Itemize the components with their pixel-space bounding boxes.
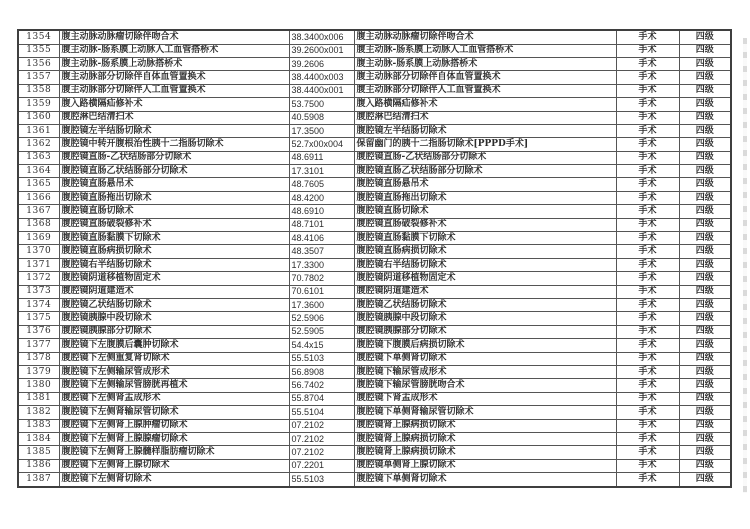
level-cell: 四级	[679, 98, 731, 111]
procedure-code-cell: 52.5906	[289, 312, 354, 325]
procedure-alt-name-cell: 腹腔镜阴道移植物固定术	[354, 272, 616, 285]
category-cell: 手术	[616, 71, 679, 84]
procedure-alt-name-cell: 保留幽门的胰十二指肠切除术[PPPD手术]	[354, 138, 616, 151]
procedure-code-cell: 54.4x15	[289, 339, 354, 352]
row-number-cell: 1381	[18, 392, 59, 405]
level-cell: 四级	[679, 312, 731, 325]
category-cell: 手术	[616, 446, 679, 459]
procedure-alt-name-cell: 腹腔镜下单侧肾切除术	[354, 352, 616, 365]
table-row	[18, 392, 731, 405]
category-cell: 手术	[616, 218, 679, 231]
level-cell: 四级	[679, 285, 731, 298]
row-number-cell: 1358	[18, 84, 59, 97]
procedure-alt-name-cell: 腹腔镜直肠-乙状结肠部分切除术	[354, 151, 616, 164]
level-cell: 四级	[679, 365, 731, 378]
procedure-alt-name-cell: 腹腔镜左半结肠切除术	[354, 124, 616, 137]
procedure-alt-name-cell: 腹腔镜胰腺中段切除术	[354, 312, 616, 325]
level-cell: 四级	[679, 71, 731, 84]
procedure-name-cell: 腹腔镜直肠悬吊术	[59, 178, 289, 191]
procedure-code-cell: 48.7101	[289, 218, 354, 231]
level-cell: 四级	[679, 84, 731, 97]
level-cell: 四级	[679, 352, 731, 365]
table-row	[18, 151, 731, 164]
procedure-alt-name-cell: 腹腔镜肾上腺病损切除术	[354, 432, 616, 445]
row-number-cell: 1359	[18, 98, 59, 111]
procedure-table	[17, 29, 732, 488]
row-number-cell: 1354	[18, 30, 59, 44]
level-cell: 四级	[679, 218, 731, 231]
level-cell: 四级	[679, 178, 731, 191]
procedure-code-cell: 56.7402	[289, 379, 354, 392]
row-number-cell: 1383	[18, 419, 59, 432]
level-cell: 四级	[679, 232, 731, 245]
procedure-name-cell: 腹腔镜下左侧肾输尿管切除术	[59, 406, 289, 419]
category-cell: 手术	[616, 232, 679, 245]
procedure-alt-name-cell: 腹腔镜右半结肠切除术	[354, 258, 616, 271]
procedure-alt-name-cell: 腹腔镜胰腺部分切除术	[354, 325, 616, 338]
category-cell: 手术	[616, 459, 679, 472]
level-cell: 四级	[679, 57, 731, 70]
table-row	[18, 312, 731, 325]
category-cell: 手术	[616, 285, 679, 298]
level-cell: 四级	[679, 111, 731, 124]
table-row	[18, 352, 731, 365]
procedure-name-cell: 腹入路横隔疝修补术	[59, 98, 289, 111]
category-cell: 手术	[616, 406, 679, 419]
procedure-name-cell: 腹腔镜中转开腹根治性胰十二指肠切除术	[59, 138, 289, 151]
row-number-cell: 1365	[18, 178, 59, 191]
procedure-alt-name-cell: 腹腔镜单侧肾上腺切除术	[354, 459, 616, 472]
procedure-alt-name-cell: 腹腔镜直肠破裂修补术	[354, 218, 616, 231]
table-row	[18, 30, 731, 44]
row-number-cell: 1364	[18, 165, 59, 178]
procedure-name-cell: 腹主动脉-肠系膜上动脉人工血管搭桥术	[59, 44, 289, 57]
level-cell: 四级	[679, 191, 731, 204]
table-row	[18, 258, 731, 271]
table-row	[18, 71, 731, 84]
category-cell: 手术	[616, 57, 679, 70]
table-row	[18, 205, 731, 218]
row-number-cell: 1386	[18, 459, 59, 472]
level-cell: 四级	[679, 392, 731, 405]
procedure-name-cell: 腹腔镜胰腺部分切除术	[59, 325, 289, 338]
row-number-cell: 1367	[18, 205, 59, 218]
row-number-cell: 1369	[18, 232, 59, 245]
procedure-alt-name-cell: 腹主动脉部分切除伴自体血管置换术	[354, 71, 616, 84]
table-row	[18, 178, 731, 191]
procedure-alt-name-cell: 腹主动脉-肠系膜上动脉人工血管搭桥术	[354, 44, 616, 57]
category-cell: 手术	[616, 44, 679, 57]
procedure-code-cell: 38.4400x001	[289, 84, 354, 97]
table-row	[18, 232, 731, 245]
table-row	[18, 473, 731, 487]
table-row	[18, 419, 731, 432]
procedure-name-cell: 腹腔镜下左侧输尿管成形术	[59, 365, 289, 378]
level-cell: 四级	[679, 473, 731, 487]
procedure-alt-name-cell: 腹腔镜阴道建造术	[354, 285, 616, 298]
procedure-code-cell: 39.2606	[289, 57, 354, 70]
category-cell: 手术	[616, 205, 679, 218]
procedure-code-cell: 52.7x00x004	[289, 138, 354, 151]
procedure-alt-name-cell: 腹腔镜下输尿管成形术	[354, 365, 616, 378]
level-cell: 四级	[679, 339, 731, 352]
procedure-code-cell: 55.5103	[289, 352, 354, 365]
category-cell: 手术	[616, 352, 679, 365]
level-cell: 四级	[679, 245, 731, 258]
row-number-cell: 1370	[18, 245, 59, 258]
procedure-alt-name-cell: 腹腔镜下输尿管膀胱吻合术	[354, 379, 616, 392]
category-cell: 手术	[616, 258, 679, 271]
procedure-code-cell: 38.3400x006	[289, 30, 354, 44]
row-number-cell: 1374	[18, 298, 59, 311]
table-row	[18, 406, 731, 419]
level-cell: 四级	[679, 138, 731, 151]
procedure-name-cell: 腹腔镜直肠切除术	[59, 205, 289, 218]
procedure-code-cell: 48.6911	[289, 151, 354, 164]
row-number-cell: 1377	[18, 339, 59, 352]
procedure-name-cell: 腹腔镜下左侧肾盂成形术	[59, 392, 289, 405]
category-cell: 手术	[616, 392, 679, 405]
table-row	[18, 446, 731, 459]
procedure-code-cell: 56.8908	[289, 365, 354, 378]
procedure-code-cell: 55.5103	[289, 473, 354, 487]
table-row	[18, 98, 731, 111]
row-number-cell: 1373	[18, 285, 59, 298]
procedure-name-cell: 腹主动脉部分切除伴人工血管置换术	[59, 84, 289, 97]
table-row	[18, 432, 731, 445]
procedure-name-cell: 腹主动脉动脉瘤切除伴吻合术	[59, 30, 289, 44]
level-cell: 四级	[679, 325, 731, 338]
row-number-cell: 1361	[18, 124, 59, 137]
procedure-code-cell: 48.4106	[289, 232, 354, 245]
procedure-alt-name-cell: 腹入路横隔疝修补术	[354, 98, 616, 111]
procedure-code-cell: 07.2201	[289, 459, 354, 472]
table-row	[18, 298, 731, 311]
level-cell: 四级	[679, 446, 731, 459]
table-row	[18, 272, 731, 285]
level-cell: 四级	[679, 406, 731, 419]
procedure-name-cell: 腹腔镜直肠-乙状结肠部分切除术	[59, 151, 289, 164]
level-cell: 四级	[679, 432, 731, 445]
procedure-alt-name-cell: 腹主动脉动脉瘤切除伴吻合术	[354, 30, 616, 44]
procedure-name-cell: 腹腔淋巴结清扫术	[59, 111, 289, 124]
procedure-name-cell: 腹主动脉部分切除伴自体血管置换术	[59, 71, 289, 84]
procedure-alt-name-cell: 腹腔镜下肾盂成形术	[354, 392, 616, 405]
level-cell: 四级	[679, 151, 731, 164]
category-cell: 手术	[616, 419, 679, 432]
table-row	[18, 218, 731, 231]
procedure-code-cell: 48.6910	[289, 205, 354, 218]
category-cell: 手术	[616, 339, 679, 352]
table-row	[18, 191, 731, 204]
procedure-name-cell: 腹腔镜下左侧肾上腺切除术	[59, 459, 289, 472]
procedure-code-cell: 48.7605	[289, 178, 354, 191]
procedure-alt-name-cell: 腹腔镜下单侧肾切除术	[354, 473, 616, 487]
row-number-cell: 1363	[18, 151, 59, 164]
row-number-cell: 1362	[18, 138, 59, 151]
level-cell: 四级	[679, 258, 731, 271]
procedure-alt-name-cell: 腹腔镜肾上腺病损切除术	[354, 419, 616, 432]
procedure-name-cell: 腹腔镜直肠破裂修补术	[59, 218, 289, 231]
procedure-alt-name-cell: 腹腔淋巴结清扫术	[354, 111, 616, 124]
procedure-name-cell: 腹腔镜下左侧肾上腺腺瘤切除术	[59, 432, 289, 445]
procedure-alt-name-cell: 腹腔镜乙状结肠切除术	[354, 298, 616, 311]
procedure-alt-name-cell: 腹腔镜肾上腺病损切除术	[354, 446, 616, 459]
category-cell: 手术	[616, 432, 679, 445]
procedure-alt-name-cell: 腹腔镜直肠悬吊术	[354, 178, 616, 191]
scan-edge-artifact	[743, 38, 747, 493]
category-cell: 手术	[616, 138, 679, 151]
procedure-code-cell: 38.4400x003	[289, 71, 354, 84]
procedure-name-cell: 腹腔镜胰腺中段切除术	[59, 312, 289, 325]
procedure-code-cell: 17.3500	[289, 124, 354, 137]
category-cell: 手术	[616, 325, 679, 338]
procedure-code-cell: 07.2102	[289, 446, 354, 459]
procedure-name-cell: 腹腔镜下左腹膜后囊肿切除术	[59, 339, 289, 352]
row-number-cell: 1378	[18, 352, 59, 365]
row-number-cell: 1384	[18, 432, 59, 445]
row-number-cell: 1376	[18, 325, 59, 338]
level-cell: 四级	[679, 30, 731, 44]
row-number-cell: 1356	[18, 57, 59, 70]
procedure-table-body	[18, 30, 731, 487]
level-cell: 四级	[679, 298, 731, 311]
category-cell: 手术	[616, 30, 679, 44]
procedure-name-cell: 腹腔镜左半结肠切除术	[59, 124, 289, 137]
table-row	[18, 245, 731, 258]
table-row	[18, 339, 731, 352]
category-cell: 手术	[616, 111, 679, 124]
table-row	[18, 44, 731, 57]
procedure-name-cell: 腹腔镜下左侧重复肾切除术	[59, 352, 289, 365]
category-cell: 手术	[616, 191, 679, 204]
procedure-alt-name-cell: 腹腔镜直肠乙状结肠部分切除术	[354, 165, 616, 178]
procedure-alt-name-cell: 腹主动脉-肠系膜上动脉搭桥术	[354, 57, 616, 70]
row-number-cell: 1379	[18, 365, 59, 378]
procedure-code-cell: 48.3507	[289, 245, 354, 258]
table-row	[18, 84, 731, 97]
procedure-code-cell: 17.3600	[289, 298, 354, 311]
category-cell: 手术	[616, 165, 679, 178]
row-number-cell: 1387	[18, 473, 59, 487]
procedure-name-cell: 腹腔镜直肠拖出切除术	[59, 191, 289, 204]
category-cell: 手术	[616, 312, 679, 325]
procedure-code-cell: 07.2102	[289, 419, 354, 432]
category-cell: 手术	[616, 151, 679, 164]
category-cell: 手术	[616, 245, 679, 258]
procedure-code-cell: 48.4200	[289, 191, 354, 204]
procedure-name-cell: 腹腔镜直肠黏膜下切除术	[59, 232, 289, 245]
table-row	[18, 124, 731, 137]
category-cell: 手术	[616, 124, 679, 137]
level-cell: 四级	[679, 44, 731, 57]
table-row	[18, 459, 731, 472]
table-row	[18, 138, 731, 151]
procedure-name-cell: 腹腔镜下左侧输尿管膀胱再植术	[59, 379, 289, 392]
row-number-cell: 1366	[18, 191, 59, 204]
category-cell: 手术	[616, 298, 679, 311]
level-cell: 四级	[679, 379, 731, 392]
row-number-cell: 1368	[18, 218, 59, 231]
procedure-name-cell: 腹腔镜下左侧肾上腺髓样脂肪瘤切除术	[59, 446, 289, 459]
procedure-code-cell: 55.8704	[289, 392, 354, 405]
procedure-code-cell: 17.3101	[289, 165, 354, 178]
table-row	[18, 325, 731, 338]
procedure-name-cell: 腹腔镜右半结肠切除术	[59, 258, 289, 271]
procedure-code-cell: 53.7500	[289, 98, 354, 111]
table-row	[18, 365, 731, 378]
level-cell: 四级	[679, 419, 731, 432]
row-number-cell: 1360	[18, 111, 59, 124]
procedure-code-cell: 70.6101	[289, 285, 354, 298]
category-cell: 手术	[616, 272, 679, 285]
row-number-cell: 1355	[18, 44, 59, 57]
row-number-cell: 1357	[18, 71, 59, 84]
level-cell: 四级	[679, 165, 731, 178]
row-number-cell: 1371	[18, 258, 59, 271]
row-number-cell: 1385	[18, 446, 59, 459]
row-number-cell: 1372	[18, 272, 59, 285]
category-cell: 手术	[616, 98, 679, 111]
procedure-code-cell: 17.3300	[289, 258, 354, 271]
table-row	[18, 111, 731, 124]
procedure-name-cell: 腹腔镜下左侧肾切除术	[59, 473, 289, 487]
procedure-code-cell: 40.5908	[289, 111, 354, 124]
level-cell: 四级	[679, 459, 731, 472]
level-cell: 四级	[679, 205, 731, 218]
category-cell: 手术	[616, 473, 679, 487]
procedure-name-cell: 腹主动脉-肠系膜上动脉搭桥术	[59, 57, 289, 70]
table-row	[18, 379, 731, 392]
row-number-cell: 1382	[18, 406, 59, 419]
procedure-code-cell: 70.7802	[289, 272, 354, 285]
procedure-code-cell: 07.2102	[289, 432, 354, 445]
procedure-code-cell: 55.5104	[289, 406, 354, 419]
procedure-alt-name-cell: 腹主动脉部分切除伴人工血管置换术	[354, 84, 616, 97]
procedure-name-cell: 腹腔镜直肠病损切除术	[59, 245, 289, 258]
category-cell: 手术	[616, 84, 679, 97]
procedure-alt-name-cell: 腹腔镜下腹膜后病损切除术	[354, 339, 616, 352]
table-row	[18, 57, 731, 70]
procedure-code-cell: 52.5905	[289, 325, 354, 338]
row-number-cell: 1380	[18, 379, 59, 392]
category-cell: 手术	[616, 178, 679, 191]
table-row	[18, 165, 731, 178]
category-cell: 手术	[616, 379, 679, 392]
procedure-name-cell: 腹腔镜乙状结肠切除术	[59, 298, 289, 311]
procedure-name-cell: 腹腔镜下左侧肾上腺肿瘤切除术	[59, 419, 289, 432]
level-cell: 四级	[679, 272, 731, 285]
procedure-name-cell: 腹腔镜阴道移植物固定术	[59, 272, 289, 285]
category-cell: 手术	[616, 365, 679, 378]
table-row	[18, 285, 731, 298]
procedure-alt-name-cell: 腹腔镜直肠病损切除术	[354, 245, 616, 258]
procedure-alt-name-cell: 腹腔镜直肠切除术	[354, 205, 616, 218]
procedure-name-cell: 腹腔镜阴道建造术	[59, 285, 289, 298]
procedure-alt-name-cell: 腹腔镜下单侧肾输尿管切除术	[354, 406, 616, 419]
procedure-alt-name-cell: 腹腔镜直肠拖出切除术	[354, 191, 616, 204]
level-cell: 四级	[679, 124, 731, 137]
procedure-code-cell: 39.2600x001	[289, 44, 354, 57]
procedure-alt-name-cell: 腹腔镜直肠黏膜下切除术	[354, 232, 616, 245]
procedure-name-cell: 腹腔镜直肠乙状结肠部分切除术	[59, 165, 289, 178]
row-number-cell: 1375	[18, 312, 59, 325]
